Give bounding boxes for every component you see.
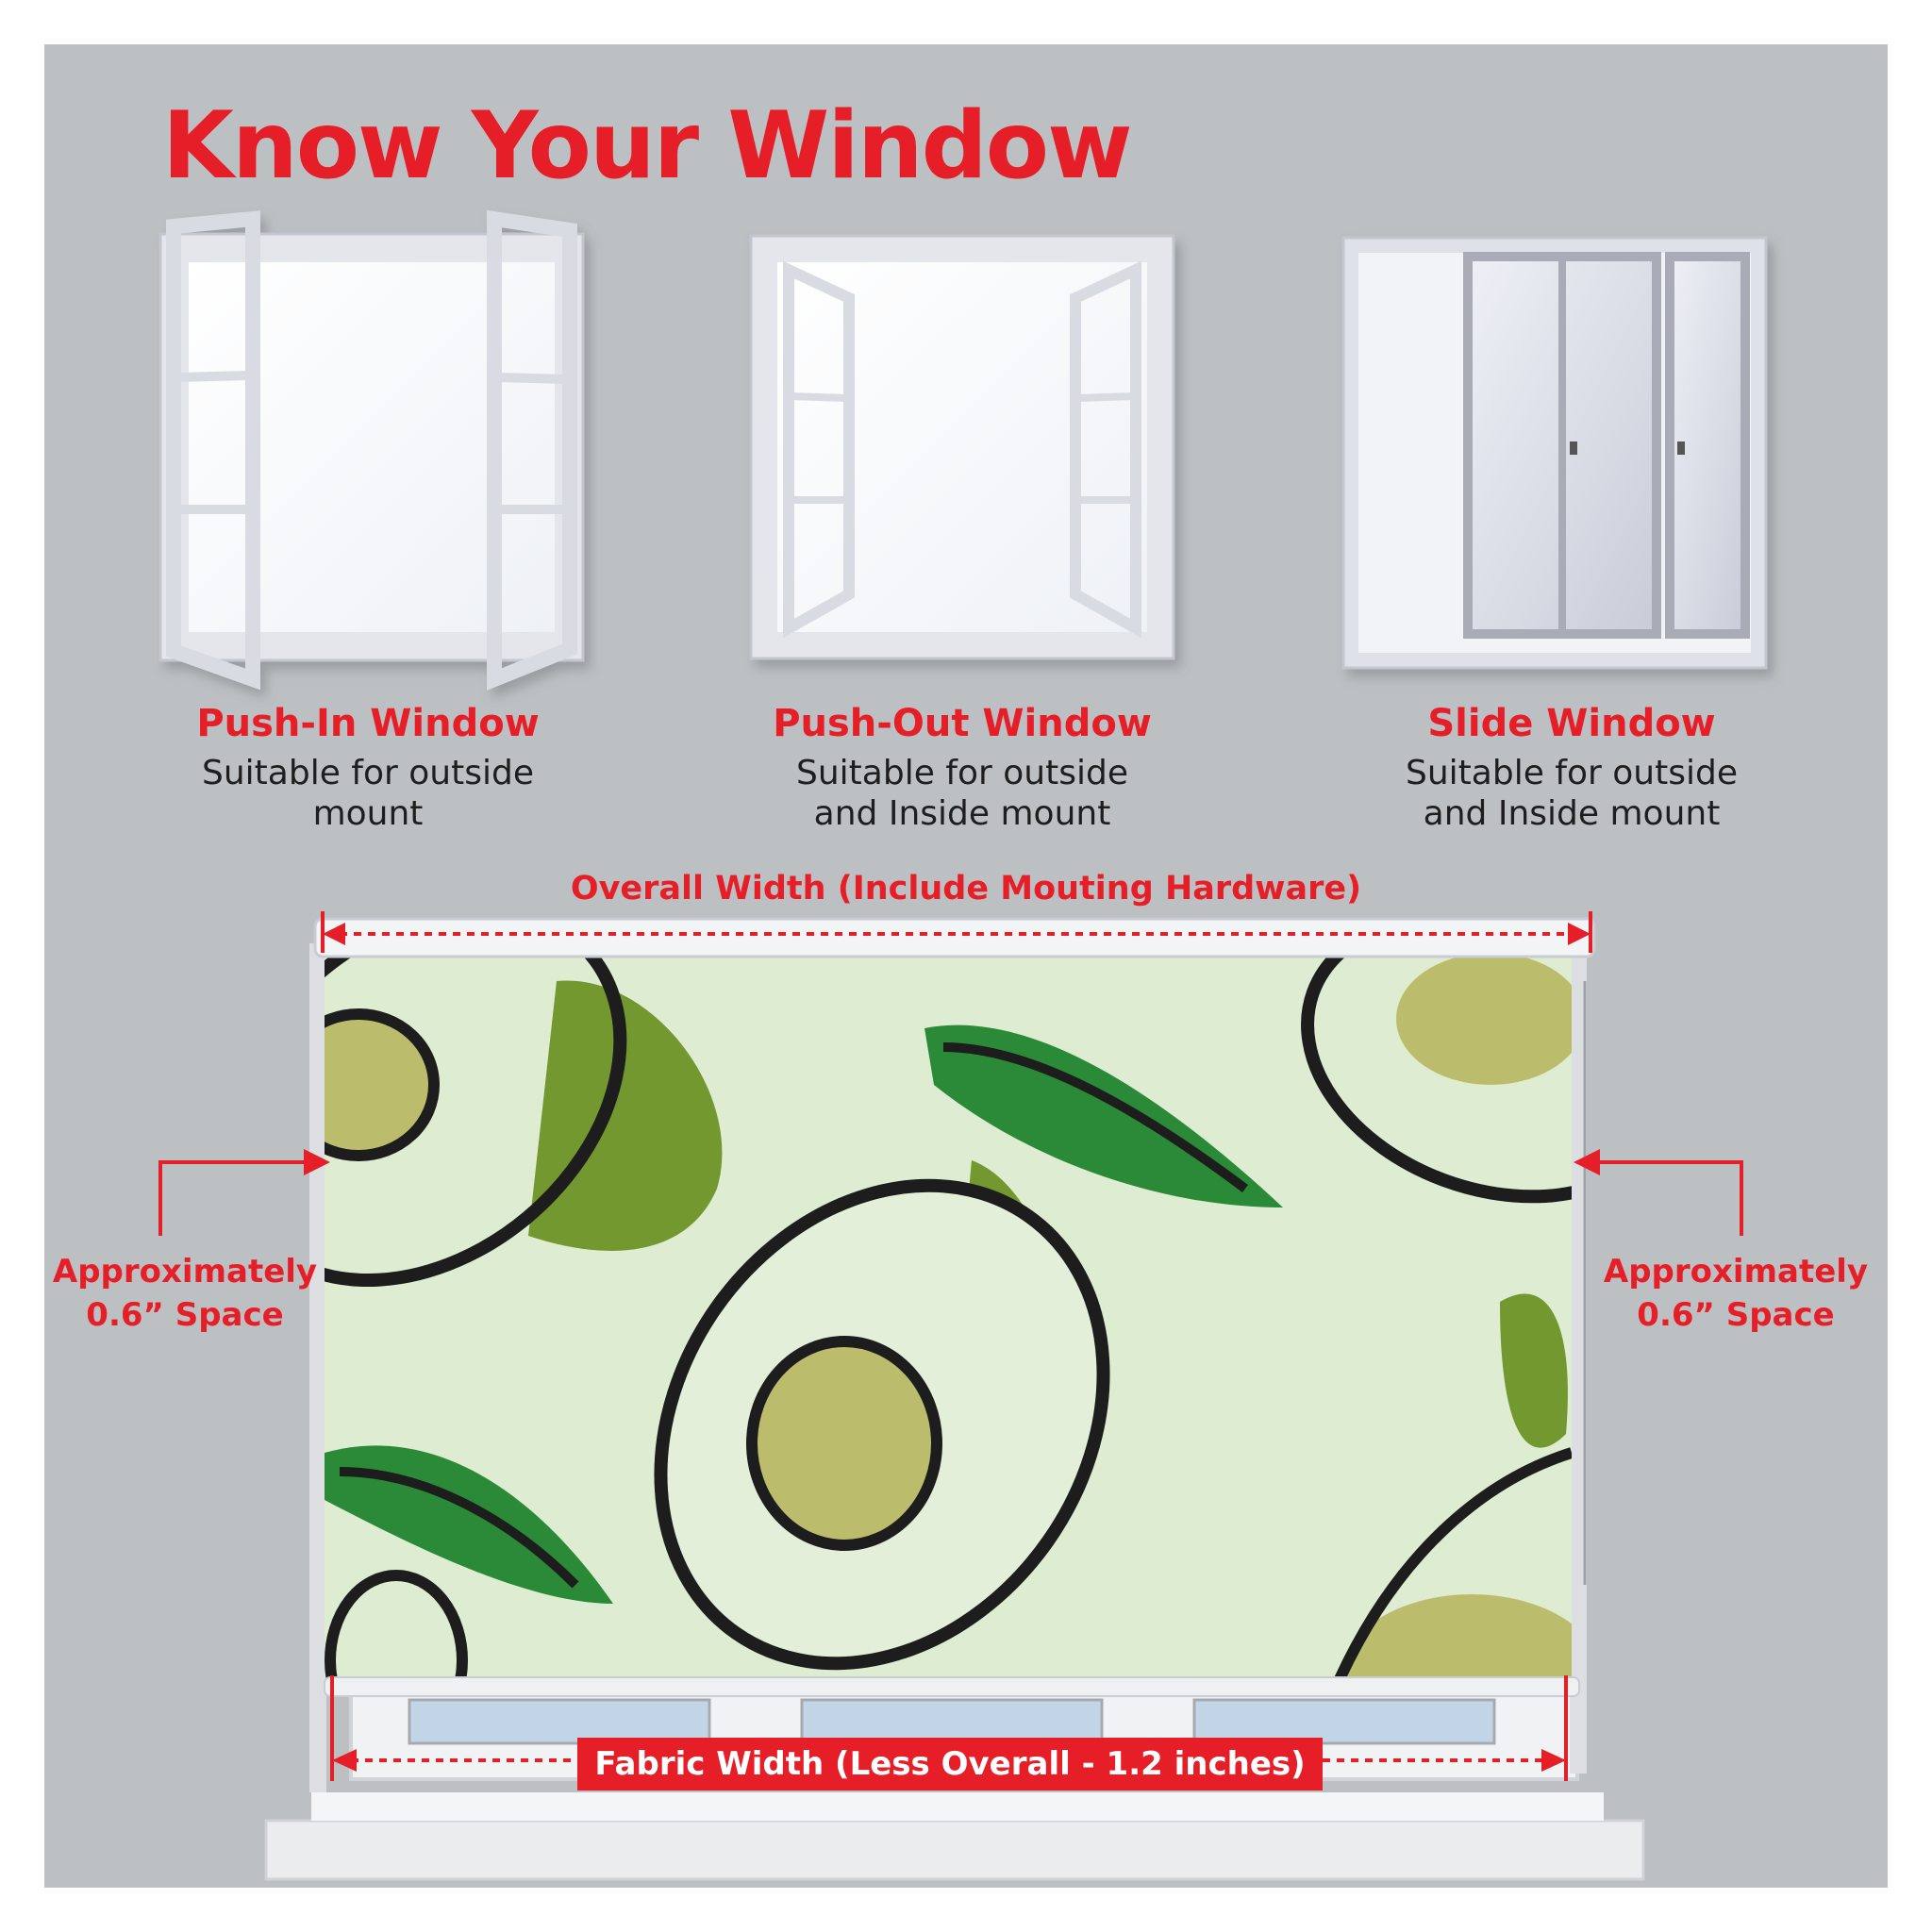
overall-width-label: Overall Width (Include Mouting Hardware) (570, 870, 1362, 908)
description-line: Suitable for outside (796, 754, 1128, 792)
window-type-title: Push-In Window (196, 702, 540, 745)
window-type-title: Slide Window (1427, 702, 1716, 745)
window-type-title: Push-Out Window (773, 702, 1152, 745)
description-line: and Inside mount (813, 794, 1111, 833)
description-line: and Inside mount (1423, 794, 1721, 833)
fabric-width-label: Fabric Width (Less Overall - 1.2 inches) (577, 1738, 1323, 1790)
bottom-rail (325, 1677, 1579, 1696)
description-line: Suitable for outside (1406, 754, 1738, 792)
description-line: Suitable for outside (202, 754, 534, 792)
space-label-line: Approximately (52, 1253, 318, 1291)
space-label-line: Approximately (1603, 1253, 1869, 1291)
left-bracket (309, 943, 326, 1792)
space-label-line: 0.6” Space (1637, 1296, 1835, 1334)
page-title: Know Your Window (162, 92, 1131, 200)
blind-fabric (156, 832, 1713, 1764)
left-space-callout (160, 1149, 330, 1236)
left-space-label (43, 1250, 326, 1337)
description-line: mount (312, 794, 424, 833)
right-space-callout (1574, 1149, 1741, 1236)
roller-headrail (315, 919, 1594, 957)
space-label-line: 0.6” Space (86, 1296, 284, 1334)
right-space-label (1594, 1250, 1877, 1337)
